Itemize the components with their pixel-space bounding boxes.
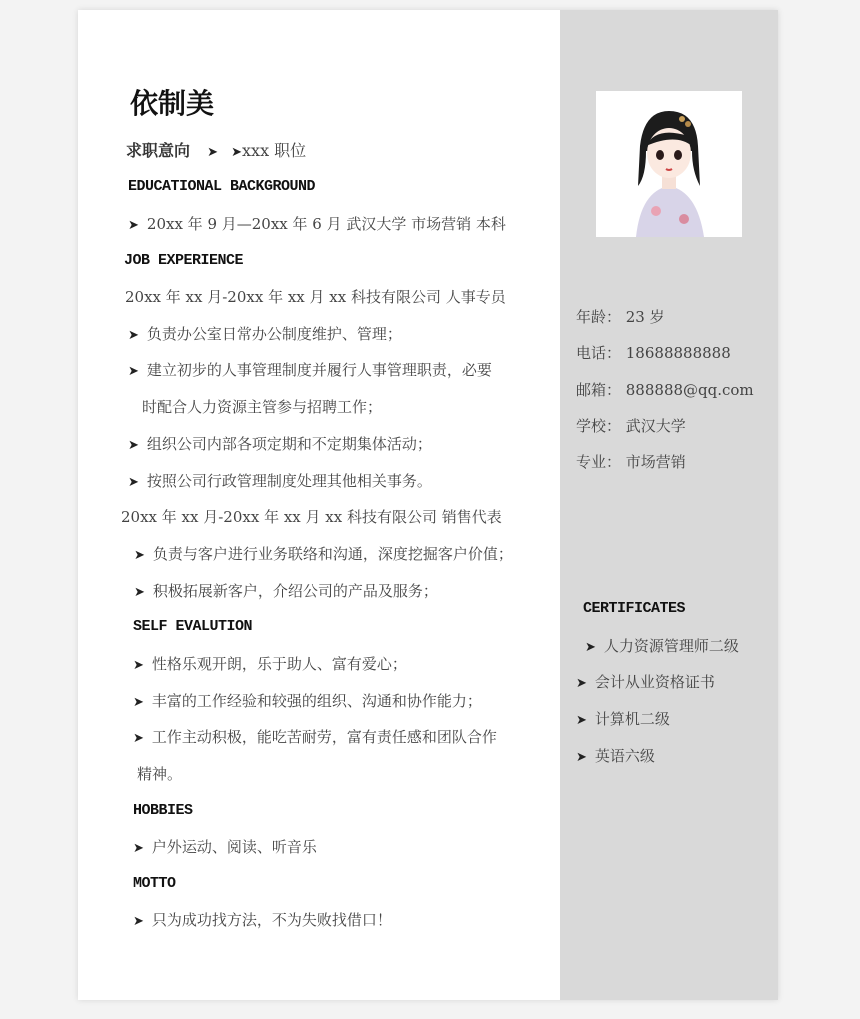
line-text: 丰富的工作经验和较强的组织、沟通和协作能力； [151, 692, 482, 710]
arrow-bullet-icon: ➤ [128, 218, 139, 233]
info-item: 学校： 武汉大学 [576, 417, 686, 435]
info-item: 专业： 市场营销 [576, 453, 686, 471]
line-text: SELF EVALUTION [133, 618, 253, 635]
arrow-bullet-icon: ➤ [133, 914, 144, 929]
certificate-item [576, 746, 655, 768]
certificate-text: 计算机二级 [594, 710, 670, 728]
arrow-bullet-icon: ➤ [133, 695, 144, 710]
candidate-name: 依制美 [130, 87, 215, 120]
line-text: 建立初步的人事管理制度并履行人事管理职责，必要 [146, 361, 492, 379]
content-line [133, 691, 482, 713]
arrow-bullet-icon: ➤ [134, 548, 145, 563]
arrow-bullet-icon: ➤ [576, 713, 587, 728]
arrow-bullet-icon: ➤ [576, 676, 587, 691]
arrow-bullet-icon: ➤ [133, 731, 144, 746]
content-line [137, 764, 182, 784]
line-text: HOBBIES [133, 802, 193, 819]
content-line [128, 360, 492, 382]
arrow-bullet-icon: ➤ [231, 145, 243, 160]
line-text: 时配合人力资源主管参与招聘工作； [142, 398, 383, 416]
content-line [133, 727, 497, 749]
content-line [134, 581, 438, 603]
certificate-text: 英语六级 [594, 747, 655, 765]
content-line [133, 654, 407, 676]
content-line [121, 507, 502, 527]
arrow-bullet-icon: ➤ [128, 438, 139, 453]
line-text: 积极拓展新客户，介绍公司的产品及服务； [152, 582, 438, 600]
info-item: 电话： 18688888888 [576, 344, 731, 362]
line-text: 性格乐观开朗，乐于助人、富有爱心； [151, 655, 407, 673]
avatar-illustration [596, 91, 742, 237]
line-text: MOTTO [133, 875, 176, 892]
section-heading [133, 801, 193, 821]
line-text: 20xx 年 xx 月-20xx 年 xx 月 xx 科技有限公司 人事专员 [125, 288, 506, 306]
content-line [128, 214, 506, 236]
profile-photo [596, 91, 742, 237]
certificate-item [585, 636, 739, 658]
info-item: 邮箱： 888888@qq.com [576, 381, 754, 399]
line-text: 负责与客户进行业务联络和沟通，深度挖掘客户价值； [152, 545, 513, 563]
certificate-item [576, 709, 670, 731]
content-line [133, 910, 392, 932]
line-text: 20xx 年 xx 月-20xx 年 xx 月 xx 科技有限公司 销售代表 [121, 508, 502, 526]
arrow-bullet-icon: ➤ [128, 475, 139, 490]
section-heading [133, 874, 176, 894]
line-text: 组织公司内部各项定期和不定期集体活动； [146, 435, 432, 453]
content-line [134, 544, 513, 566]
arrow-bullet-icon: ➤ [207, 145, 219, 160]
arrow-bullet-icon: ➤ [133, 658, 144, 673]
line-text: EDUCATIONAL BACKGROUND [128, 178, 316, 195]
line-text: 户外运动、阅读、听音乐 [151, 838, 317, 856]
line-text: 20xx 年 9 月—20xx 年 6 月 武汉大学 市场营销 本科 [146, 215, 506, 233]
arrow-bullet-icon: ➤ [133, 841, 144, 856]
arrow-bullet-icon: ➤ [128, 328, 139, 343]
arrow-bullet-icon: ➤ [134, 585, 145, 600]
certificate-text: 会计从业资格证书 [594, 673, 715, 691]
content-line [128, 434, 432, 456]
content-line [125, 287, 506, 307]
arrow-bullet-icon: ➤ [576, 750, 587, 765]
certificate-text: 人力资源管理师二级 [603, 637, 739, 655]
content-line [133, 837, 317, 859]
job-intent [126, 141, 306, 163]
job-intent-value: xxx 职位 [242, 141, 307, 160]
job-intent-label: 求职意向 [126, 141, 191, 160]
arrow-bullet-icon: ➤ [585, 640, 596, 655]
line-text: 工作主动积极，能吃苦耐劳，富有责任感和团队合作 [151, 728, 497, 746]
line-text: JOB EXPERIENCE [124, 252, 244, 269]
line-text: 按照公司行政管理制度处理其他相关事务。 [146, 472, 432, 490]
content-line [142, 397, 382, 417]
section-heading [133, 617, 252, 637]
info-item: 年龄： 23 岁 [576, 308, 665, 326]
section-heading [128, 177, 315, 197]
content-line [128, 324, 402, 346]
line-text: 只为成功找方法，不为失败找借口！ [151, 911, 392, 929]
line-text: 负责办公室日常办公制度维护、管理； [146, 325, 402, 343]
arrow-bullet-icon: ➤ [128, 364, 139, 379]
certificate-item [576, 672, 715, 694]
line-text: 精神。 [137, 765, 183, 783]
certificates-heading: CERTIFICATES [583, 600, 686, 617]
content-line [128, 471, 432, 493]
section-heading [124, 251, 243, 271]
